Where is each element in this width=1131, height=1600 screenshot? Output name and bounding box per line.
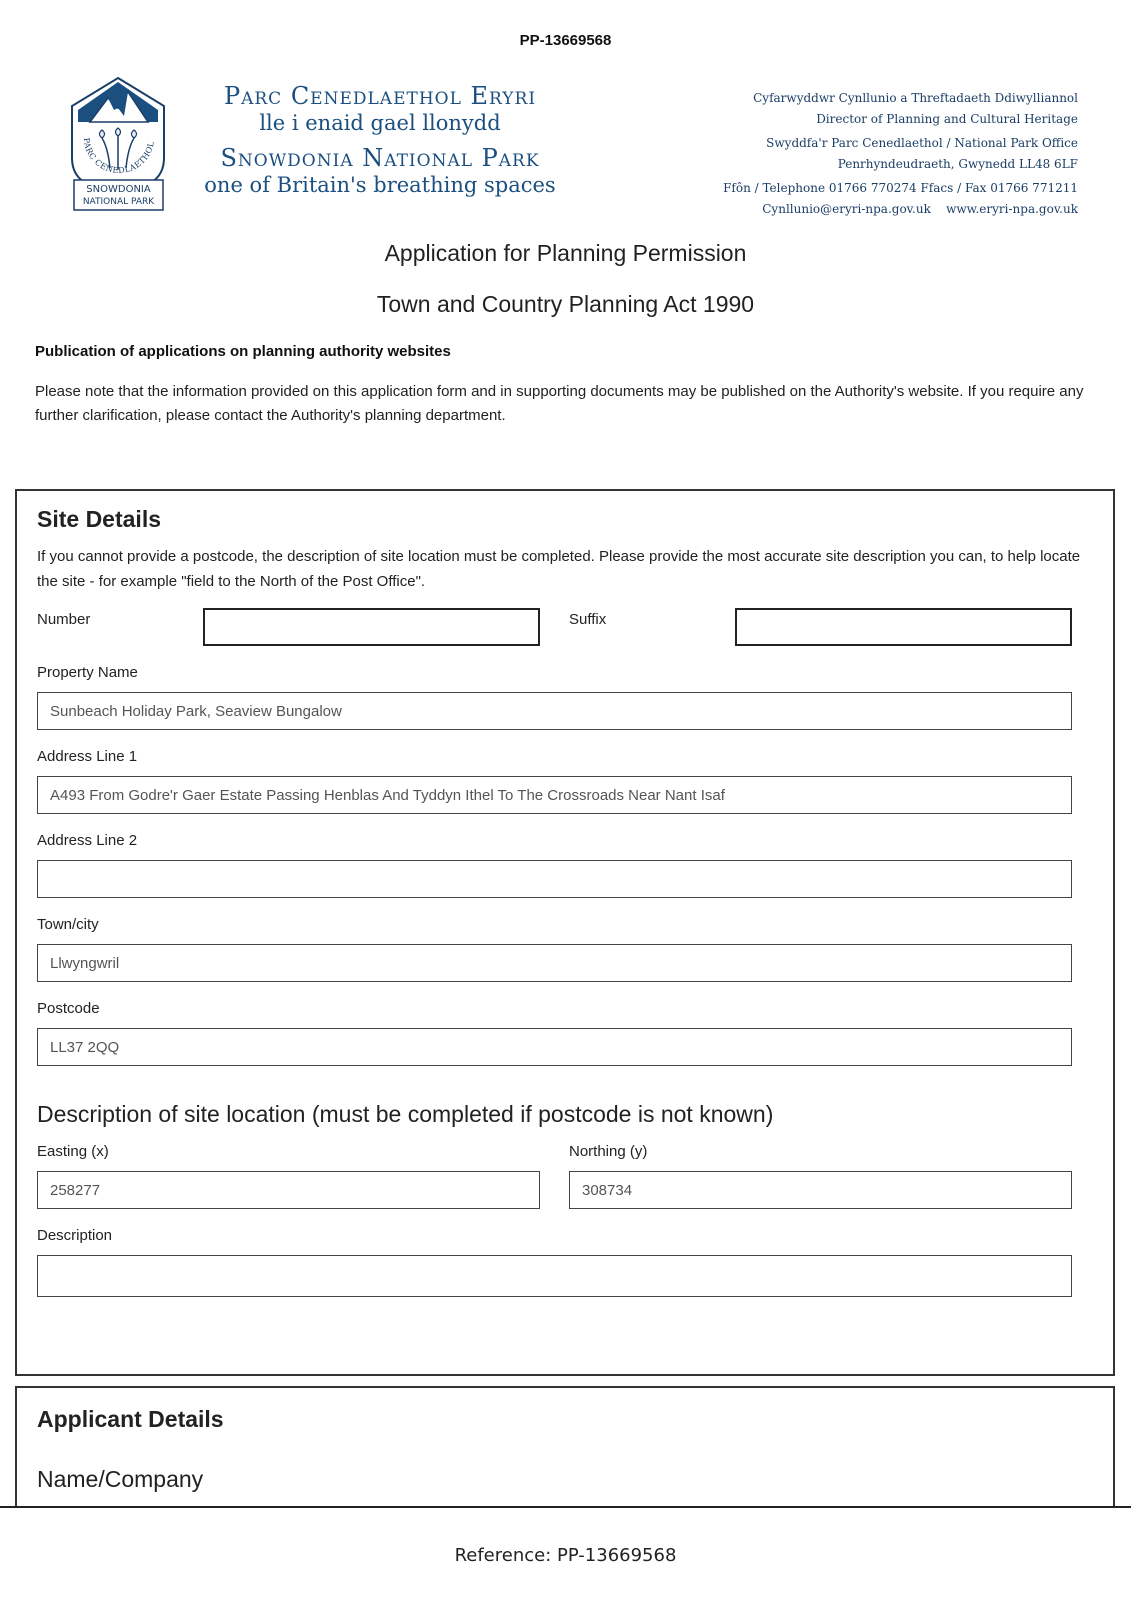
svg-text:PARC CENEDLAETHOL ERYRI: PARC CENEDLAETHOL [81,137,156,176]
reference-number-top: PP-13669568 [519,32,612,49]
town-label: Town/city [37,916,99,933]
letterhead [68,76,1078,226]
suffix-input[interactable] [735,608,1072,646]
park-name-block [190,82,570,197]
publication-heading: Publication of applications on planning authority websites [35,343,451,360]
footer-reference: Reference: PP-13669568 [454,1545,677,1566]
northing-input[interactable]: 308734 [569,1171,1072,1209]
easting-input[interactable]: 258277 [37,1171,540,1209]
easting-label: Easting (x) [37,1143,109,1160]
park-tagline-welsh: lle i enaid gael llonydd [259,111,501,135]
description-input[interactable] [37,1255,1072,1297]
applicant-details-section [15,1386,1115,1506]
town-input[interactable]: Llwyngwril [37,944,1072,982]
logo-caption-1: SNOWDONIA [86,184,151,195]
suffix-label: Suffix [569,611,607,628]
address-line-2-input[interactable] [37,860,1072,898]
publication-notice: Please note that the information provided on this application form and in supporting documents may be published on the Authority's website. If you require any further clarification, please contact the Authority's planning department. [35,383,1084,424]
property-name-input[interactable]: Sunbeach Holiday Park, Seaview Bungalow [37,692,1072,730]
contact-line: Cyfarwyddwr Cynllunio a Threftadaeth Ddiwylliannol [753,91,1078,105]
snowdonia-logo [68,76,169,212]
site-details-heading: Site Details [37,506,161,532]
number-label: Number [37,611,91,628]
form-subtitle: Town and Country Planning Act 1990 [376,291,755,317]
site-details-intro: If you cannot provide a postcode, the description of site location must be completed. Please provide the most accurate site description you can, to help locate the site - for example "field to the North of the Post Office". [37,548,1081,590]
park-name-welsh: Parc Cenedlaethol Eryri [223,82,537,110]
property-name-label: Property Name [37,664,138,681]
northing-label: Northing (y) [569,1143,648,1160]
form-title: Application for Planning Permission [384,240,747,266]
contact-line: Cynllunio@eryri-npa.gov.uk www.eryri-npa.gov.uk [762,201,1078,216]
contact-line: Director of Planning and Cultural Heritage [816,111,1078,126]
footer-divider [0,1506,1131,1508]
contact-line: Ffôn / Telephone 01766 770274 Ffacs / Fax 01766 771211 [723,181,1078,195]
site-details-section [15,489,1115,1376]
park-name-english: Snowdonia National Park [220,144,540,172]
park-tagline-english: one of Britain's breathing spaces [204,173,556,197]
postcode-input[interactable]: LL37 2QQ [37,1028,1072,1066]
site-location-heading: Description of site location (must be completed if postcode is not known) [37,1101,774,1127]
description-label: Description [37,1227,113,1244]
address-line-1-label: Address Line 1 [37,748,138,765]
address-line-2-label: Address Line 2 [37,832,138,849]
contact-line: Swyddfa'r Parc Cenedlaethol / National Park Office [766,136,1078,150]
postcode-label: Postcode [37,1000,100,1017]
contact-block [658,88,1078,219]
contact-line: Penrhyndeudraeth, Gwynedd LL48 6LF [837,156,1078,171]
address-line-1-input[interactable]: A493 From Godre'r Gaer Estate Passing Henblas And Tyddyn Ithel To The Crossroads Near Nant Isaf [37,776,1072,814]
number-input[interactable] [203,608,540,646]
applicant-details-heading: Applicant Details [37,1406,224,1432]
logo-caption-2: NATIONAL PARK [82,197,155,207]
name-company-subheading: Name/Company [37,1466,204,1492]
